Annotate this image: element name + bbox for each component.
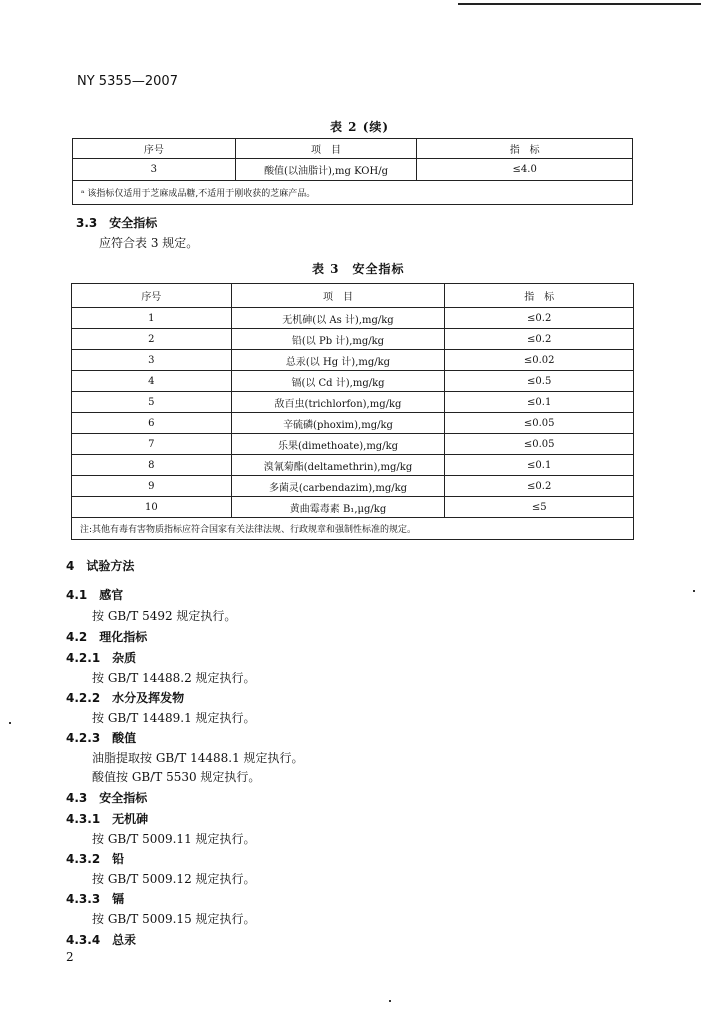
table-row xyxy=(72,434,634,455)
table-cell: 镉(以 Cd 计),mg/kg xyxy=(231,371,445,392)
section-body: 按 GB/T 5009.11 规定执行。 xyxy=(92,832,256,846)
table-cell: ≤0.1 xyxy=(445,392,634,413)
table-row xyxy=(72,476,634,497)
table2-header-cell: 指 标 xyxy=(417,139,633,159)
table-cell: ≤0.05 xyxy=(445,434,634,455)
section-heading: 4.3.1 无机砷 xyxy=(66,812,149,826)
table3-caption: 表 3 安全指标 xyxy=(312,262,405,276)
table-cell: 4 xyxy=(72,371,232,392)
section-heading: 4.3.4 总汞 xyxy=(66,933,137,947)
section-body: 油脂提取按 GB/T 14488.1 规定执行。 xyxy=(92,751,304,765)
table-cell: ≤0.2 xyxy=(445,476,634,497)
section-body: 按 GB/T 14489.1 规定执行。 xyxy=(92,711,256,725)
table-cell: ≤0.2 xyxy=(445,329,634,350)
standard-number: NY 5355—2007 xyxy=(77,74,178,89)
section-heading: 4.3.2 铅 xyxy=(66,852,125,866)
table-cell: 7 xyxy=(72,434,232,455)
section-body: 按 GB/T 14488.2 规定执行。 xyxy=(92,671,256,685)
table-cell: 铅(以 Pb 计),mg/kg xyxy=(231,329,445,350)
table-cell: 溴氰菊酯(deltamethrin),mg/kg xyxy=(231,455,445,476)
scan-speck xyxy=(693,590,695,592)
section-heading: 4.2.3 酸值 xyxy=(66,731,137,745)
section-heading: 4 试验方法 xyxy=(66,559,135,573)
table-cell: ≤0.05 xyxy=(445,413,634,434)
scan-speck xyxy=(389,1000,391,1002)
table-row xyxy=(72,329,634,350)
table3 xyxy=(71,283,634,540)
table2-note: ᵃ 该指标仅适用于芝麻成品糖,不适用于刚收获的芝麻产品。 xyxy=(73,181,633,205)
table-cell: 3 xyxy=(73,159,236,181)
page-number: 2 xyxy=(66,950,74,964)
table-row xyxy=(72,455,634,476)
table-cell: ≤4.0 xyxy=(417,159,633,181)
table-cell: 乐果(dimethoate),mg/kg xyxy=(231,434,445,455)
table3-header-cell: 指 标 xyxy=(445,284,634,308)
table-cell: 6 xyxy=(72,413,232,434)
table-cell: 1 xyxy=(72,308,232,329)
section-body: 按 GB/T 5492 规定执行。 xyxy=(92,609,237,623)
table-cell: ≤5 xyxy=(445,497,634,518)
section-heading: 3.3 安全指标 xyxy=(76,216,158,230)
table-cell: 辛硫磷(phoxim),mg/kg xyxy=(231,413,445,434)
table2 xyxy=(72,138,633,205)
table-cell: 多菌灵(carbendazim),mg/kg xyxy=(231,476,445,497)
top-rule xyxy=(458,3,701,5)
table-cell: 8 xyxy=(72,455,232,476)
scan-speck xyxy=(9,722,11,724)
section-heading: 4.2.2 水分及挥发物 xyxy=(66,691,185,705)
table-cell: 敌百虫(trichlorfon),mg/kg xyxy=(231,392,445,413)
table-row xyxy=(72,497,634,518)
table-row xyxy=(72,350,634,371)
section-body: 按 GB/T 5009.12 规定执行。 xyxy=(92,872,256,886)
table3-header-cell: 项 目 xyxy=(231,284,445,308)
table2-header-cell: 序号 xyxy=(73,139,236,159)
table-cell: 9 xyxy=(72,476,232,497)
table3-note: 注:其他有毒有害物质指标应符合国家有关法律法规、行政规章和强制性标准的规定。 xyxy=(72,518,634,540)
table-cell: ≤0.2 xyxy=(445,308,634,329)
table-cell: ≤0.5 xyxy=(445,371,634,392)
section-heading: 4.2 理化指标 xyxy=(66,630,148,644)
table-cell: 3 xyxy=(72,350,232,371)
section-heading: 4.2.1 杂质 xyxy=(66,651,137,665)
table-row xyxy=(72,413,634,434)
section-body: 酸值按 GB/T 5530 规定执行。 xyxy=(92,770,261,784)
table-row xyxy=(73,159,633,181)
section-heading: 4.1 感官 xyxy=(66,588,124,602)
table3-header-cell: 序号 xyxy=(72,284,232,308)
table2-caption: 表 2 (续) xyxy=(330,120,390,134)
table-cell: 5 xyxy=(72,392,232,413)
table-cell: 2 xyxy=(72,329,232,350)
table-cell: 10 xyxy=(72,497,232,518)
section-heading: 4.3 安全指标 xyxy=(66,791,148,805)
table-cell: 无机砷(以 As 计),mg/kg xyxy=(231,308,445,329)
table-row xyxy=(72,392,634,413)
table-cell: 黄曲霉毒素 B₁,μg/kg xyxy=(231,497,445,518)
table-row xyxy=(72,371,634,392)
table-cell: ≤0.02 xyxy=(445,350,634,371)
section-heading: 4.3.3 镉 xyxy=(66,892,125,906)
table-cell: 总汞(以 Hg 计),mg/kg xyxy=(231,350,445,371)
table2-header-cell: 项 目 xyxy=(235,139,417,159)
table-cell: 酸值(以油脂计),mg KOH/g xyxy=(235,159,417,181)
section-body: 按 GB/T 5009.15 规定执行。 xyxy=(92,912,256,926)
table-cell: ≤0.1 xyxy=(445,455,634,476)
table-row xyxy=(72,308,634,329)
section-body: 应符合表 3 规定。 xyxy=(99,236,199,250)
